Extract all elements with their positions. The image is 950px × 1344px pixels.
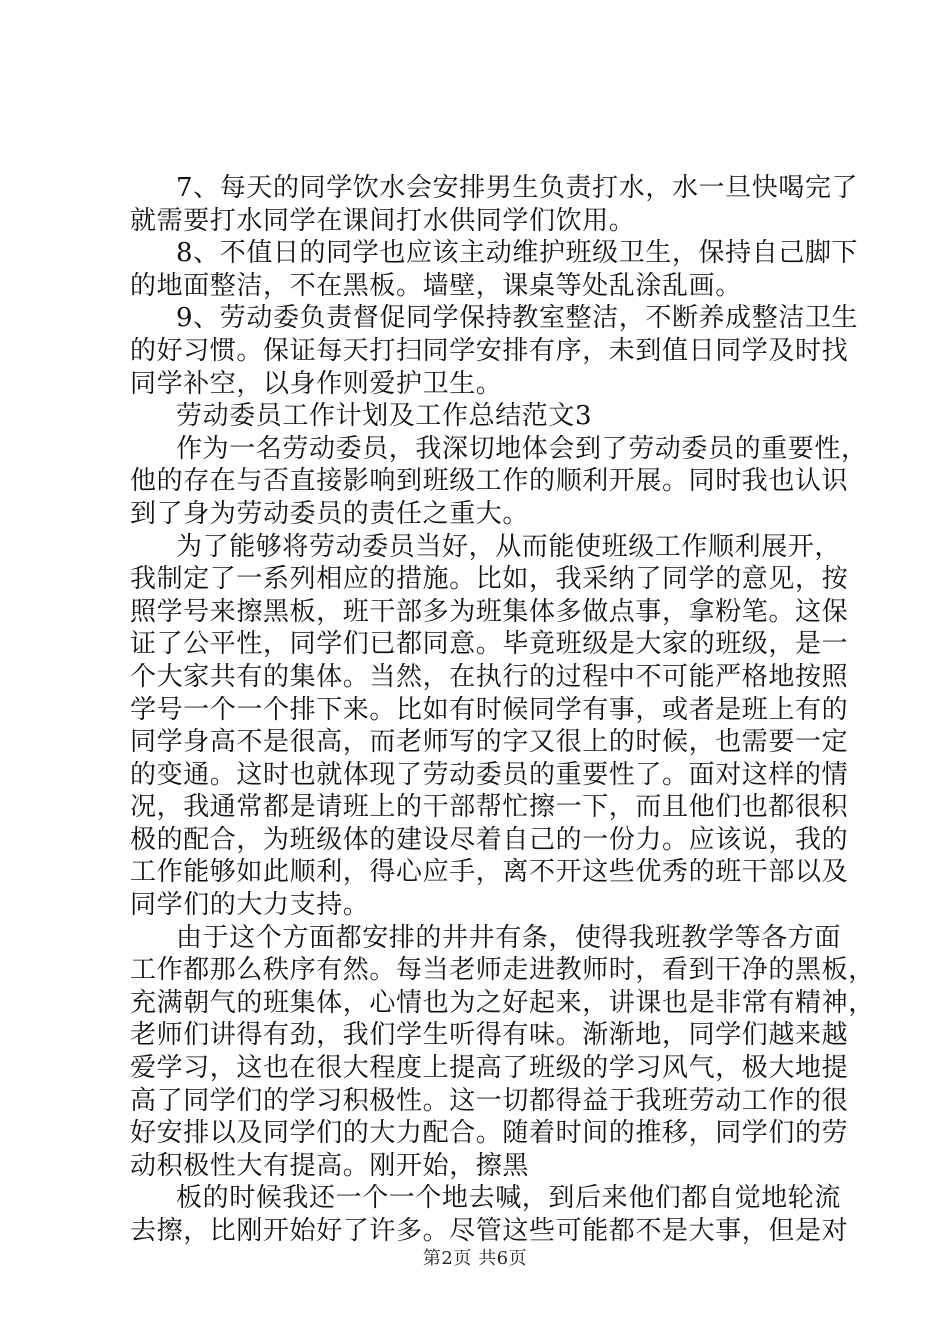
text-line: 证了公平性，同学们已都同意。毕竟班级是大家的班级，是一 [130, 629, 849, 660]
text-line: 爱学习，这也在很大程度上提高了班级的学习风气，极大地提 [130, 1053, 849, 1084]
text-line: 劳动委员工作计划及工作总结范文3 [176, 401, 593, 432]
text-line: 由于这个方面都安排的井井有条，使得我班教学等各方面 [176, 922, 842, 953]
text-line: 动积极性大有提高。刚开始，擦黑 [130, 1150, 530, 1181]
text-line: 学号一个一个排下来。比如有时候同学有事，或者是班上有的 [130, 694, 849, 725]
page-footer: 第2页 共6页 [422, 1248, 528, 1269]
text-line: 好安排以及同学们的大力配合。随着时间的推移，同学们的劳 [130, 1118, 849, 1149]
text-line: 老师们讲得有劲，我们学生听得有味。渐渐地，同学们越来越 [130, 1020, 849, 1051]
text-line: 的变通。这时也就体现了劳动委员的重要性了。面对这样的情 [130, 759, 849, 790]
text-line: 的好习惯。保证每天打扫同学安排有序，未到值日同学及时找 [130, 335, 849, 366]
text-line: 板的时候我还一个一个地去喊，到后来他们都自觉地轮流 [176, 1183, 842, 1214]
text-line: 去擦，比刚开始好了许多。尽管这些可能都不是大事，但是对 [130, 1216, 849, 1246]
text-line: 为了能够将劳动委员当好，从而能使班级工作顺利展开， [176, 531, 842, 562]
text-line: 照学号来擦黑板，班干部多为班集体多做点事，拿粉笔。这保 [130, 596, 849, 627]
text-line: 7、每天的同学饮水会安排男生负责打水，水一旦快喝完了 [176, 173, 859, 203]
text-line: 9、劳动委负责督促同学保持教室整洁，不断养成整洁卫生 [176, 303, 859, 334]
document-body [130, 172, 875, 1248]
text-line: 8、不值日的同学也应该主动维护班级卫生，保持自己脚下 [176, 238, 859, 269]
text-line: 极的配合，为班级体的建设尽着自己的一份力。应该说，我的 [130, 824, 849, 855]
text-line: 同学身高不是很高，而老师写的字又很上的时候，也需要一定 [130, 727, 849, 758]
text-line: 同学们的大力支持。 [130, 890, 370, 921]
text-line: 同学补空，以身作则爱护卫生。 [130, 368, 503, 399]
text-line: 作为一名劳动委员，我深切地体会到了劳动委员的重要性， [176, 433, 868, 464]
text-line: 充满朝气的班集体，心情也为之好起来，讲课也是非常有精神， [130, 987, 875, 1018]
text-line: 个大家共有的集体。当然，在执行的过程中不可能严格地按照 [130, 661, 849, 692]
text-line: 就需要打水同学在课间打水供同学们饮用。 [130, 205, 636, 236]
text-line: 工作能够如此顺利，得心应手，离不开这些优秀的班干部以及 [130, 857, 849, 888]
text-line: 况，我通常都是请班上的干部帮忙擦一下，而且他们也都很积 [130, 792, 849, 823]
text-line: 工作都那么秩序有然。每当老师走进教师时，看到干净的黑板， [130, 955, 875, 986]
text-line: 到了身为劳动委员的责任之重大。 [130, 498, 530, 529]
text-line: 他的存在与否直接影响到班级工作的顺利开展。同时我也认识 [130, 466, 849, 497]
text-line: 我制定了一系列相应的措施。比如，我采纳了同学的意见，按 [130, 564, 849, 595]
text-line: 高了同学们的学习积极性。这一切都得益于我班劳动工作的很 [130, 1085, 849, 1116]
text-line: 的地面整洁，不在黑板。墙壁，课桌等处乱涂乱画。 [130, 270, 742, 301]
